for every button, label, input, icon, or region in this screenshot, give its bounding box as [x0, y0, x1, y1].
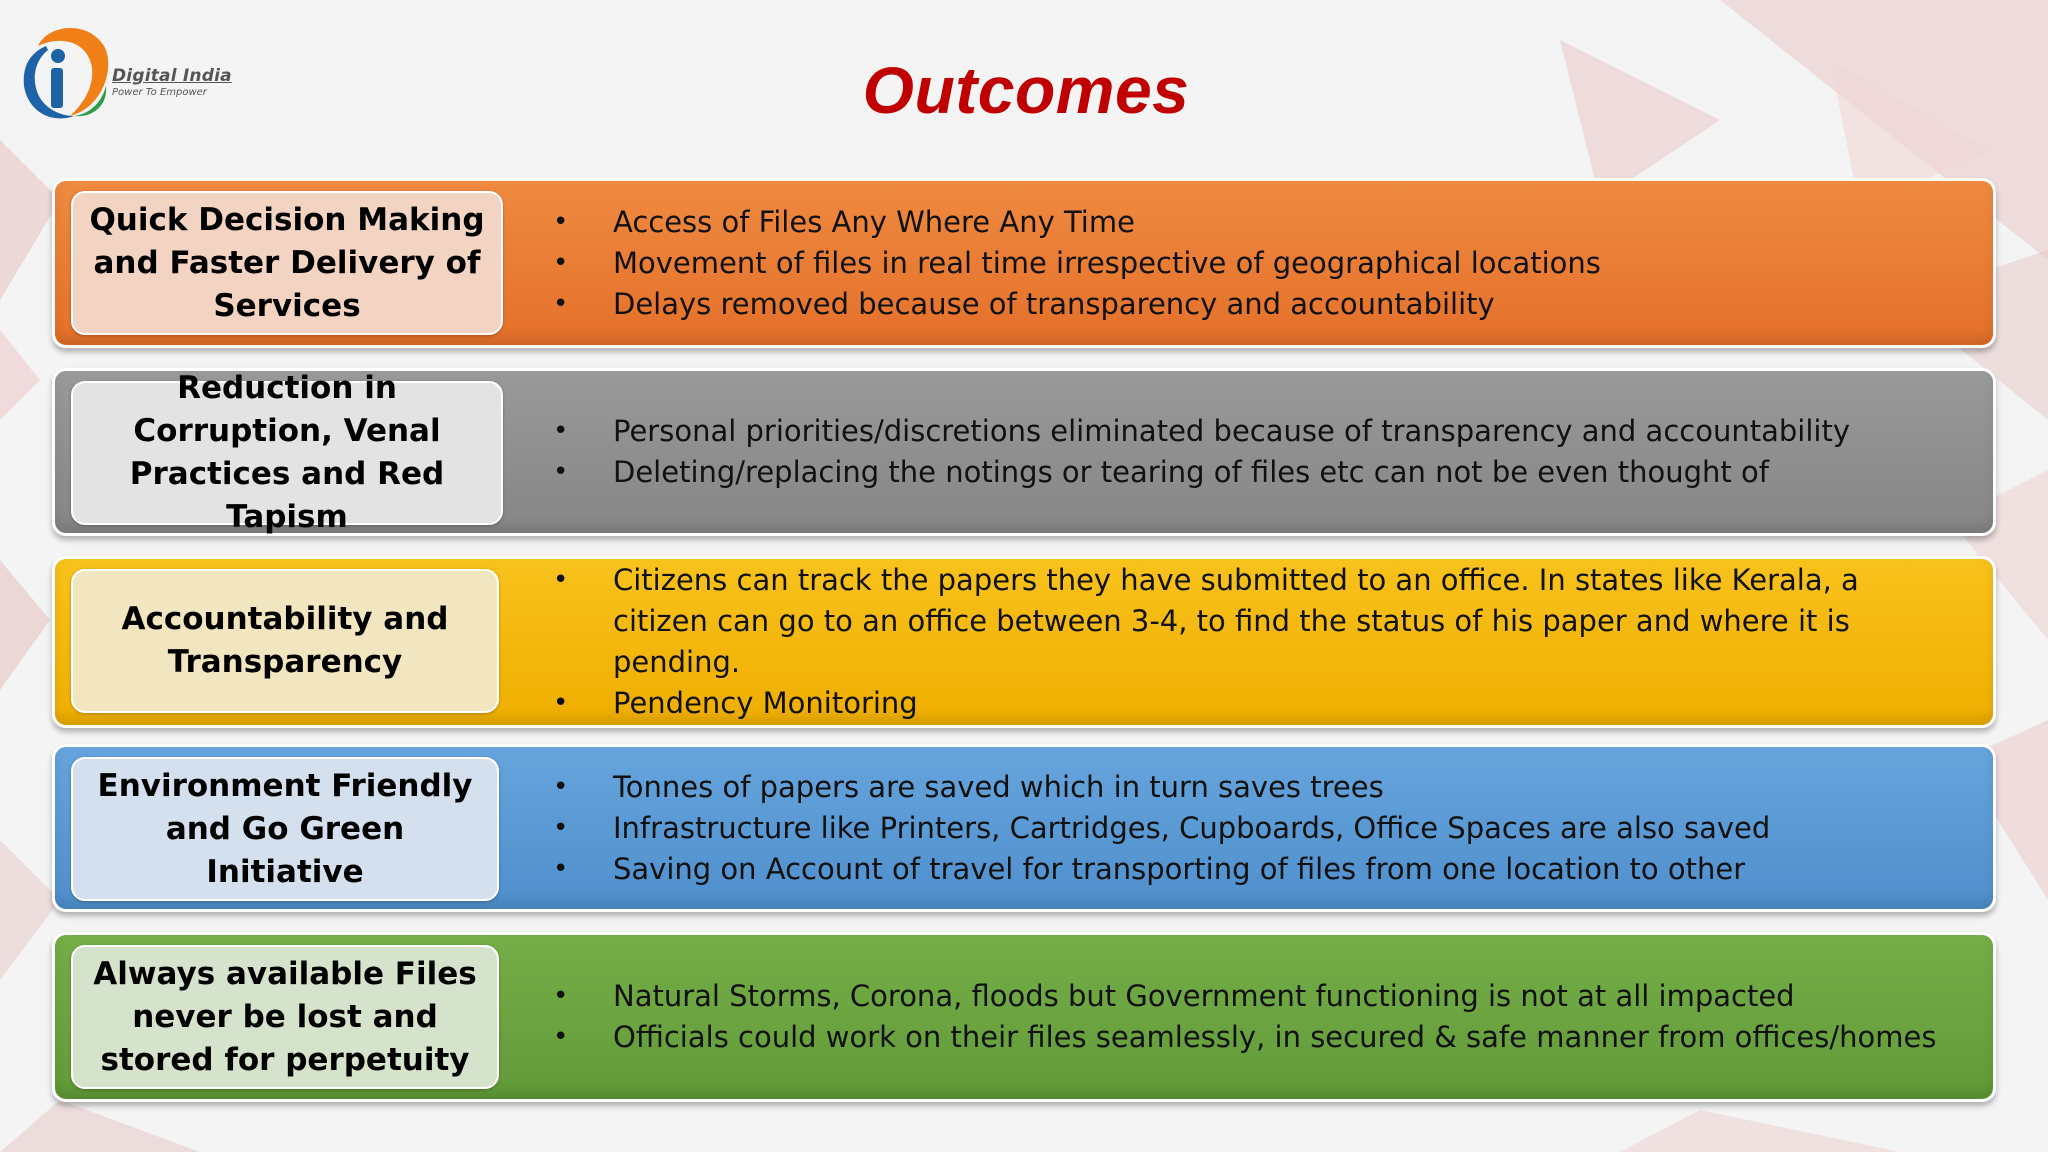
outcome-bullet: • Delays removed because of transparency and accountability [553, 284, 1953, 325]
outcome-bullet: • Saving on Account of travel for transporting of files from one location to other [553, 849, 1953, 890]
outcome-label: Accountability and Transparency [71, 569, 499, 713]
outcome-bullet: • Access of Files Any Where Any Time [553, 202, 1953, 243]
outcome-label: Reduction in Corruption, Venal Practices and Red Tapism [71, 381, 503, 525]
outcome-bullet-list [553, 371, 1953, 533]
logo-title: Digital India [112, 66, 232, 86]
outcome-bullet-list [553, 559, 1953, 725]
outcome-label: Environment Friendly and Go Green Initiative [71, 757, 499, 901]
outcome-row-quick-decision [52, 178, 1996, 348]
outcome-bullet-list [553, 747, 1953, 909]
outcome-row-reduction-corruption [52, 368, 1996, 536]
outcome-label: Always available Files never be lost and stored for perpetuity [71, 945, 499, 1089]
outcome-bullet-list [553, 935, 1953, 1099]
outcome-bullet: • Personal priorities/discretions eliminated because of transparency and accountability [553, 411, 1953, 452]
outcome-bullet: • Tonnes of papers are saved which in turn saves trees [553, 767, 1953, 808]
outcome-row-accountability [52, 556, 1996, 728]
outcome-bullet: • Citizens can track the papers they have submitted to an office. In states like Kerala, a citizen can go to an office between 3-4, to find the status of his paper and where it is pending. [553, 560, 1953, 683]
outcome-bullet: • Officials could work on their files seamlessly, in secured & safe manner from offices/homes [553, 1017, 1953, 1058]
outcome-bullet: • Natural Storms, Corona, floods but Government functioning is not at all impacted [553, 976, 1953, 1017]
page-title-container [0, 52, 2048, 128]
outcome-bullet: • Infrastructure like Printers, Cartridges, Cupboards, Office Spaces are also saved [553, 808, 1953, 849]
outcome-bullet: • Movement of files in real time irrespective of geographical locations [553, 243, 1953, 284]
outcome-row-always-available [52, 932, 1996, 1102]
page-title: Outcomes [862, 53, 1190, 127]
outcome-bullet-list [553, 181, 1953, 345]
outcome-bullet: • Pendency Monitoring [553, 683, 1953, 724]
outcome-row-environment [52, 744, 1996, 912]
outcome-label: Quick Decision Making and Faster Delivery of Services [71, 191, 503, 335]
outcome-bullet: • Deleting/replacing the notings or tearing of files etc can not be even thought of [553, 452, 1953, 493]
logo-tagline: Power To Empower [112, 87, 207, 98]
